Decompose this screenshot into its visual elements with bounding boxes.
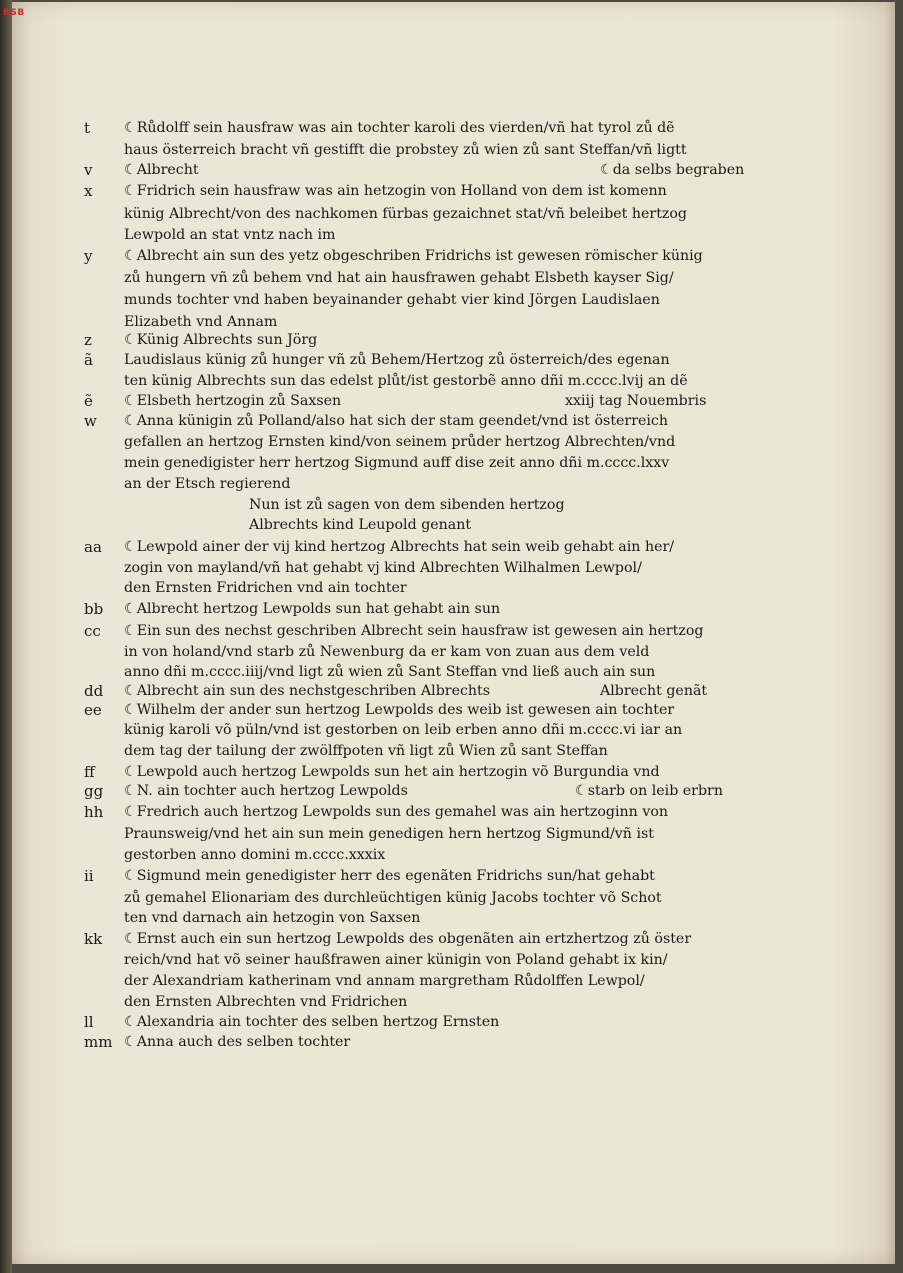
text-line (0, 866, 903, 886)
line-text: ☾Anna auch des selben tochter (124, 1034, 351, 1050)
library-stamp: BSB (3, 8, 25, 18)
text-line (0, 929, 903, 949)
text-line (0, 950, 903, 970)
text-line (0, 268, 903, 288)
line-text: ☾Albrecht (124, 162, 199, 178)
line-text: künig Albrecht/von des nachkomen fürbas gezaichnet stat/vñ beleibet hertzog (124, 206, 688, 222)
line-text: ten vnd darnach ain hetzogin von Saxsen (124, 910, 421, 926)
line-text: reich/vnd hat võ seiner haußfrawen ainer künigin von Poland gehabt ix kin/ (124, 952, 668, 968)
line-text: munds tochter vnd haben beyainander gehabt vier kind Jörgen Laudislaen (124, 292, 660, 308)
section-heading: Albrechts kind Leupold genant (249, 517, 472, 533)
line-text: haus österreich bracht vñ gestifft die probstey zů wien zů sant Steffan/vñ ligtt (124, 142, 687, 158)
line-text: der Alexandriam katherinam vnd annam margretham Růdolffen Lewpol/ (124, 973, 645, 989)
text-line (0, 312, 903, 332)
line-text: ☾Růdolff sein hausfraw was ain tochter karoli des vierden/vñ hat tyrol zů dẽ (124, 120, 675, 136)
text-line (0, 350, 903, 370)
line-text: ☾Lewpold auch hertzog Lewpolds sun het ain hertzogin võ Burgundia vnd (124, 764, 660, 780)
line-text: ☾Fredrich auch hertzog Lewpolds sun des gemahel was ain hertzoginn von (124, 804, 669, 820)
line-text: ☾Albrecht ain sun des yetz obgeschriben Fridrichs ist gewesen römischer künig (124, 248, 703, 264)
text-line (0, 371, 903, 391)
text-line (0, 908, 903, 928)
text-line (0, 558, 903, 578)
margin-letter: aa (84, 538, 102, 556)
text-line (0, 578, 903, 598)
text-line (0, 621, 903, 641)
line-text: ☾Wilhelm der ander sun hertzog Lewpolds des weib ist gewesen ain tochter (124, 702, 675, 718)
text-line (0, 741, 903, 761)
line-text: ☾Sigmund mein genedigister herr des egenãten Fridrichs sun/hat gehabt (124, 868, 655, 884)
right-column-text: xxiij tag Nouembris (565, 393, 707, 409)
text-line (0, 537, 903, 557)
line-text: zů gemahel Elionariam des durchleüchtigen künig Jacobs tochter võ Schot (124, 890, 662, 906)
line-text: ☾Künig Albrechts sun Jörg (124, 332, 318, 348)
text-line (0, 181, 903, 201)
margin-letter: ã (84, 351, 93, 369)
text-line (0, 453, 903, 473)
text-line (0, 700, 903, 720)
text-line (0, 762, 903, 782)
line-text: ☾Albrecht ain sun des nechstgeschriben Albrechts (124, 683, 491, 699)
text-line (0, 845, 903, 865)
text-line (0, 1032, 903, 1052)
text-line (0, 330, 903, 350)
text-line (0, 411, 903, 431)
line-text: ten künig Albrechts sun das edelst plůt/ist gestorbẽ anno dñi m.cccc.lvij an dẽ (124, 373, 688, 389)
margin-letter: cc (84, 622, 101, 640)
margin-letter: kk (84, 930, 103, 948)
text-line (0, 246, 903, 266)
text-line (0, 662, 903, 682)
text-line (0, 160, 903, 180)
text-line (0, 992, 903, 1012)
text-line (0, 802, 903, 822)
text-line (0, 824, 903, 844)
section-heading: Nun ist zů sagen von dem sibenden hertzog (249, 497, 565, 513)
margin-letter: ii (84, 867, 94, 885)
text-line (0, 888, 903, 908)
text-line (0, 495, 903, 515)
line-text: Lewpold an stat vntz nach im (124, 227, 336, 243)
right-column-text: ☾da selbs begraben (600, 162, 745, 178)
text-line (0, 971, 903, 991)
line-text: gefallen an hertzog Ernsten kind/von seinem průder hertzog Albrechten/vnd (124, 434, 676, 450)
text-line (0, 204, 903, 224)
line-text: dem tag der tailung der zwölffpoten vñ ligt zů Wien zů sant Steffan (124, 743, 608, 759)
margin-letter: hh (84, 803, 104, 821)
margin-letter: ll (84, 1013, 94, 1031)
text-line (0, 225, 903, 245)
text-line (0, 515, 903, 535)
text-line (0, 642, 903, 662)
line-text: ☾Alexandria ain tochter des selben hertzog Ernsten (124, 1014, 500, 1030)
line-text: Elizabeth vnd Annam (124, 314, 278, 330)
text-line (0, 720, 903, 740)
line-text: anno dñi m.cccc.iiij/vnd ligt zů wien zů Sant Steffan vnd ließ auch ain sun (124, 664, 656, 680)
line-text: zogin von mayland/vñ hat gehabt vj kind Albrechten Wilhalmen Lewpol/ (124, 560, 642, 576)
line-text: Praunsweig/vnd het ain sun mein genedigen hern hertzog Sigmund/vñ ist (124, 826, 654, 842)
text-line (0, 474, 903, 494)
line-text: mein genedigister herr hertzog Sigmund auff dise zeit anno dñi m.cccc.lxxv (124, 455, 670, 471)
text-line (0, 391, 903, 411)
line-text: ☾Elsbeth hertzogin zů Saxsen (124, 393, 342, 409)
line-text: zů hungern vñ zů behem vnd hat ain hausfrawen gehabt Elsbeth kayser Sig/ (124, 270, 674, 286)
margin-letter: t (84, 119, 91, 137)
margin-letter: w (84, 412, 97, 430)
line-text: ☾Ein sun des nechst geschriben Albrecht sein hausfraw ist gewesen ain hertzog (124, 623, 704, 639)
margin-letter: y (84, 247, 93, 265)
margin-letter: gg (84, 782, 104, 800)
margin-letter: z (84, 331, 92, 349)
margin-letter: mm (84, 1033, 113, 1051)
line-text: Laudislaus künig zů hunger vñ zů Behem/Hertzog zů österreich/des egenan (124, 352, 670, 368)
line-text: künig karoli võ püln/vnd ist gestorben on leib erben anno dñi m.cccc.vi iar an (124, 722, 683, 738)
margin-letter: v (84, 161, 93, 179)
text-line (0, 290, 903, 310)
text-line (0, 118, 903, 138)
line-text: gestorben anno domini m.cccc.xxxix (124, 847, 386, 863)
text-line (0, 781, 903, 801)
margin-letter: dd (84, 682, 104, 700)
line-text: ☾Anna künigin zů Polland/also hat sich der stam geendet/vnd ist österreich (124, 413, 669, 429)
text-line (0, 681, 903, 701)
margin-letter: ẽ (84, 392, 93, 410)
line-text: ☾Fridrich sein hausfraw was ain hetzogin von Holland von dem ist komenn (124, 183, 667, 199)
line-text: an der Etsch regierend (124, 476, 291, 492)
margin-letter: ff (84, 763, 95, 781)
margin-letter: bb (84, 600, 104, 618)
line-text: ☾Lewpold ainer der vij kind hertzog Albrechts hat sein weib gehabt ain her/ (124, 539, 675, 555)
text-line (0, 1012, 903, 1032)
text-line (0, 140, 903, 160)
margin-letter: x (84, 182, 93, 200)
line-text: ☾Ernst auch ein sun hertzog Lewpolds des obgenãten ain ertzhertzog zů öster (124, 931, 692, 947)
right-column-text: Albrecht genãt (600, 683, 708, 699)
line-text: den Ernsten Fridrichen vnd ain tochter (124, 580, 407, 596)
line-text: den Ernsten Albrechten vnd Fridrichen (124, 994, 408, 1010)
text-line (0, 599, 903, 619)
line-text: in von holand/vnd starb zů Newenburg da er kam von zuan aus dem veld (124, 644, 650, 660)
line-text: ☾N. ain tochter auch hertzog Lewpolds (124, 783, 408, 799)
text-line (0, 432, 903, 452)
right-column-text: ☾starb on leib erbrn (575, 783, 723, 799)
margin-letter: ee (84, 701, 102, 719)
line-text: ☾Albrecht hertzog Lewpolds sun hat gehabt ain sun (124, 601, 501, 617)
